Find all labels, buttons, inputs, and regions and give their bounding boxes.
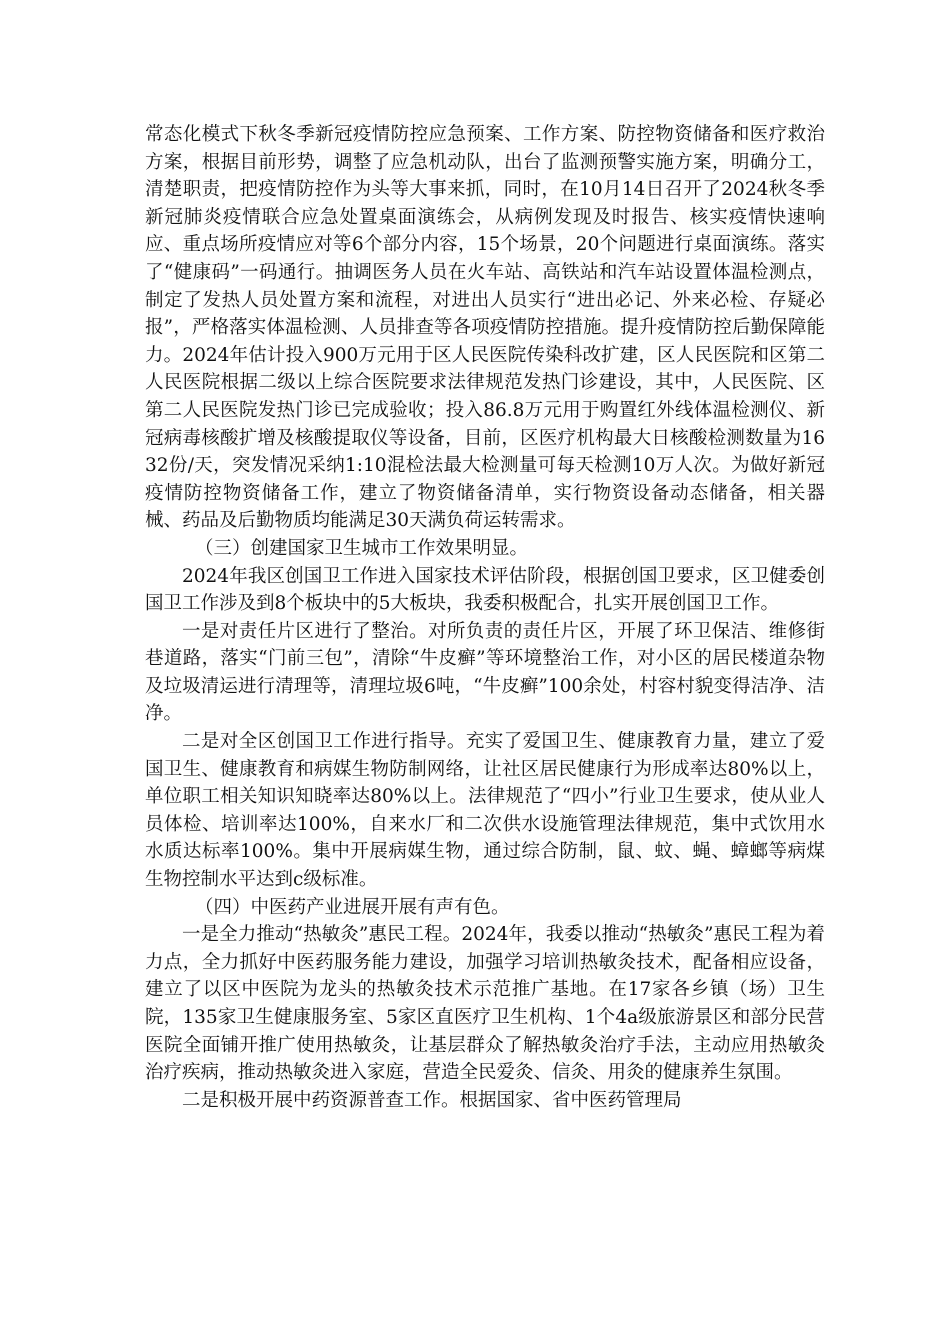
paragraph-responsibility-area-cleanup: 一是对责任片区进行了整治。对所负责的责任片区，开展了环卫保洁、维修街巷道路，落实“门前三包”，清除“牛皮癣”等环境整治工作，对小区的居民楼道杂物及垃圾清运进行清理等，清理垃圾6吨，“牛皮癣”100余处，村容村貌变得洁净、洁净。 — [145, 620, 825, 725]
paragraph-epidemic-prevention-continued: 常态化模式下秋冬季新冠疫情防控应急预案、工作方案、防控物资储备和医疗救治方案，根据目前形势，调整了应急机动队，出台了监测预警实施方案，明确分工，清楚职责，把疫情防控作为头等大事来抓，同时，在10月14日召开了2024秋冬季新冠肺炎疫情联合应急处置桌面演练会，从病例发现及时报告、核实疫情快速响应、重点场所疫情应对等6个部分内容，15个场景，20个问题进行桌面演练。落实了“健康码”一码通行。抽调医务人员在火车站、高铁站和汽车站设置体温检测点，制定了发热人员处置方案和流程，对进出人员实行“进出必记、外来必检、存疑必报”，严格落实体温检测、人员排查等各项疫情防控措施。提升疫情防控后勤保障能力。2024年估计投入900万元用于区人民医院传染科改扩建，区人民医院和区第二人民医院根据二级以上综合医院要求法律规范发热门诊建设，其中，人民医院、区第二人民医院发热门诊已完成验收；投入86.8万元用于购置红外线体温检测仪、新冠病毒核酸扩增及核酸提取仪等设备，目前，区医疗机构最大日核酸检测数量为1632份/天，突发情况采纳1:10混检法最大检测量可每天检测10万人次。为做好新冠疫情防控物资储备工作，建立了物资储备清单，实行物资设备动态储备，相关器械、药品及后勤物质均能满足30天满负荷运转需求。 — [145, 124, 825, 532]
section-heading-national-health-city: （三）创建国家卫生城市工作效果明显。 — [194, 537, 528, 559]
paragraph-national-health-city-intro: 2024年我区创国卫工作进入国家技术评估阶段，根据创国卫要求，区卫健委创国卫工作涉及到8个板块中的5大板块，我委积极配合，扎实开展创国卫工作。 — [145, 565, 825, 615]
paragraph-tcm-resource-survey: 二是积极开展中药资源普查工作。根据国家、省中医药管理局 — [182, 1089, 682, 1111]
section-heading-tcm-industry: （四）中医药产业进展开展有声有色。 — [194, 896, 510, 918]
paragraph-heat-sensitive-moxibustion: 一是全力推动“热敏灸”惠民工程。2024年，我委以推动“热敏灸”惠民工程为着力点，全力抓好中医药服务能力建设，加强学习培训热敏灸技术，配备相应设备，建立了以区中医院为龙头的热敏灸技术示范推广基地。在17家各乡镇（场）卫生院，135家卫生健康服务室、5家区直医疗卫生机构、1个4a级旅游景区和部分民营医院全面铺开推广使用热敏灸，让基层群众了解热敏灸治疗手法，主动应用热敏灸治疗疾病，推动热敏灸进入家庭，营造全民爱灸、信灸、用灸的健康养生氛围。 — [145, 924, 825, 1084]
paragraph-district-guidance: 二是对全区创国卫工作进行指导。充实了爱国卫生、健康教育力量，建立了爱国卫生、健康教育和病媒生物防制网络，让社区居民健康行为形成率达80%以上，单位职工相关知识知晓率达80%以上。法律规范了“四小”行业卫生要求，使从业人员体检、培训率达100%，自来水厂和二次供水设施管理法律规范，集中式饮用水水质达标率100%。集中开展病媒生物，通过综合防制，鼠、蚊、蝇、蟑螂等病煤生物控制水平达到c级标准。 — [145, 731, 825, 891]
document-page — [145, 121, 825, 1114]
